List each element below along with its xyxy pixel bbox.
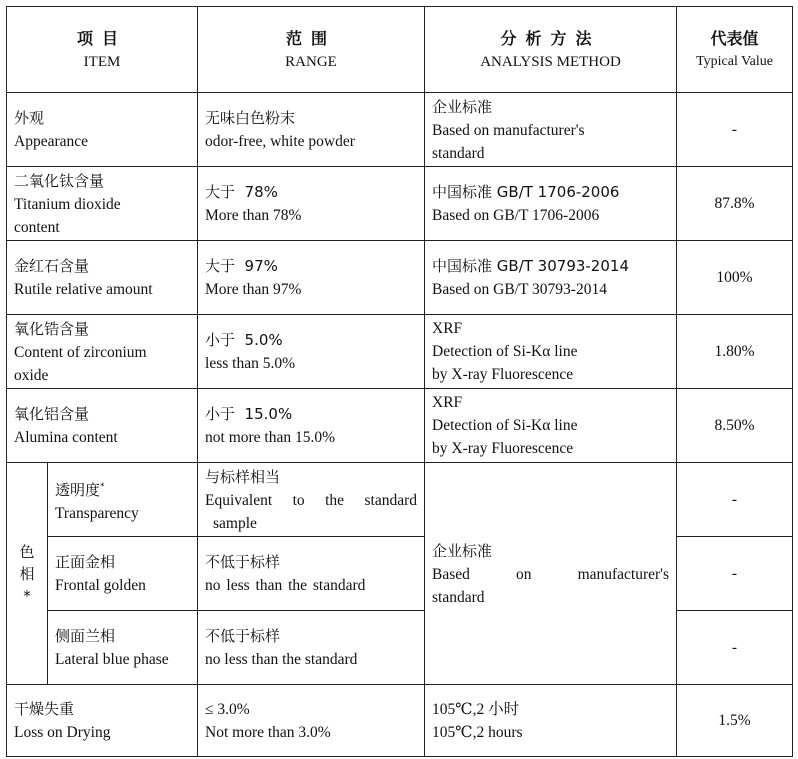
method-line-1: XRF	[432, 320, 463, 337]
method-cell	[425, 389, 677, 463]
method-line-3: by X-ray Fluorescence	[432, 440, 574, 457]
item-en: Loss on Drying	[14, 724, 111, 741]
specification-table	[6, 6, 793, 757]
table-row-titanium-dioxide	[7, 167, 793, 241]
method-cell	[425, 241, 677, 315]
item-cn: 干燥失重	[14, 700, 75, 718]
item-en: Appearance	[14, 133, 89, 150]
table-row-transparency	[7, 463, 793, 537]
typical-value: 87.8%	[677, 167, 793, 241]
header-item-cn: 项目	[77, 28, 128, 48]
range-en: no less than the standard	[205, 577, 366, 594]
item-cell	[48, 537, 198, 611]
item-en-line-2: content	[14, 218, 60, 236]
table-row-rutile	[7, 241, 793, 315]
range-cell	[198, 611, 425, 685]
range-cn: 无味白色粉末	[205, 109, 296, 127]
range-cn: 与标样相当	[205, 467, 281, 486]
range-en-line-2: sample	[213, 514, 257, 532]
item-cn: 氧化锆含量	[14, 319, 90, 338]
range-cn: 小于 5.0%	[205, 331, 283, 349]
item-en: Frontal golden	[55, 577, 146, 594]
range-en: less than 5.0%	[205, 355, 295, 372]
item-cn: 正面金相	[55, 553, 116, 571]
table-row-appearance	[7, 93, 793, 167]
method-line-1: 企业标准	[432, 541, 493, 560]
typical-value: 1.80%	[677, 315, 793, 389]
method-line-3: standard	[432, 588, 485, 606]
item-en: Rutile relative amount	[14, 281, 153, 298]
method-cell	[425, 685, 677, 757]
item-cell	[48, 463, 198, 537]
item-cell	[7, 167, 198, 241]
method-line-2: Detection of Si-Kα line	[432, 343, 578, 360]
range-cn: 不低于标样	[205, 627, 281, 645]
header-item-en: ITEM	[83, 53, 121, 70]
header-range-cell	[198, 7, 425, 93]
range-en: no less than the standard	[205, 651, 358, 668]
range-line-1: ≤ 3.0%	[205, 700, 250, 718]
range-cn: 小于 15.0%	[205, 405, 293, 423]
range-cell	[198, 241, 425, 315]
item-en-line-1: Titanium dioxide	[14, 195, 121, 213]
range-en: More than 97%	[205, 281, 302, 298]
item-cell	[7, 389, 198, 463]
method-line-2: Based on GB/T 1706-2006	[432, 207, 600, 224]
method-line-3: standard	[432, 144, 485, 162]
range-en: not more than 15.0%	[205, 429, 336, 446]
method-line-1: 中国标准 GB/T 1706-2006	[432, 183, 620, 201]
item-en: Lateral blue phase	[55, 651, 169, 668]
item-en-line-1: Content of zirconium	[14, 343, 147, 361]
method-cell	[425, 315, 677, 389]
item-cn: 氧化铝含量	[14, 405, 90, 423]
color-label-char-2: 相	[19, 564, 35, 583]
item-cn: 二氧化钛含量	[14, 171, 105, 190]
color-group-label	[7, 463, 48, 685]
method-line-2: Based on GB/T 30793-2014	[432, 281, 607, 298]
range-cell	[198, 93, 425, 167]
color-label-char-1: 色	[19, 542, 35, 561]
item-en: Transparency	[55, 504, 139, 522]
method-line-2: Based on manufacturer's	[432, 121, 585, 139]
method-line-1: 企业标准	[432, 97, 493, 116]
range-line-2: Not more than 3.0%	[205, 723, 331, 741]
method-cell	[425, 167, 677, 241]
range-en: odor-free, white powder	[205, 133, 355, 150]
method-line-3: by X-ray Fluorescence	[432, 366, 574, 383]
table-row-alumina	[7, 389, 793, 463]
header-method-cn: 分析方法	[500, 28, 601, 48]
range-cn: 大于 97%	[205, 257, 278, 275]
color-label-asterisk: *	[23, 586, 31, 605]
method-line-2: Based on manufacturer's	[432, 565, 670, 583]
header-method-cell	[425, 7, 677, 93]
typical-value: -	[677, 463, 793, 537]
typical-value: 1.5%	[677, 685, 793, 757]
typical-value: -	[677, 93, 793, 167]
method-line-2: Detection of Si-Kα line	[432, 417, 578, 434]
range-cn: 大于 78%	[205, 183, 278, 201]
item-en: Alumina content	[14, 429, 118, 446]
item-cn-text: 透明度	[55, 480, 101, 499]
table-row-loss-on-drying	[7, 685, 793, 757]
typical-value: -	[677, 537, 793, 611]
table-row-zirconium-oxide	[7, 315, 793, 389]
item-footnote-mark: *	[100, 481, 105, 492]
typical-value: 100%	[677, 241, 793, 315]
item-cn: 外观	[14, 109, 45, 127]
method-cell	[425, 93, 677, 167]
item-cn	[55, 475, 190, 502]
item-cn: 金红石含量	[14, 257, 90, 275]
range-cell	[198, 537, 425, 611]
header-range-cn: 范围	[286, 28, 337, 48]
range-cell	[198, 315, 425, 389]
header-row	[7, 7, 793, 93]
item-cn: 侧面兰相	[55, 627, 116, 645]
method-line-1: XRF	[432, 394, 463, 411]
method-line-1: 中国标准 GB/T 30793-2014	[432, 257, 629, 275]
method-line-1: 105℃,2 小时	[432, 700, 520, 718]
typical-value: 8.50%	[677, 389, 793, 463]
header-range-en: RANGE	[285, 53, 337, 70]
item-en-line-2: oxide	[14, 366, 49, 384]
header-typical-en: Typical Value	[696, 53, 773, 69]
header-typical-cn: 代表值	[710, 28, 759, 48]
typical-value: -	[677, 611, 793, 685]
range-en-line-1: Equivalent to the standard	[205, 491, 418, 509]
range-cell	[198, 463, 425, 537]
header-typical-cell	[677, 7, 793, 93]
range-en: More than 78%	[205, 207, 302, 224]
item-cell	[7, 93, 198, 167]
item-cell	[7, 315, 198, 389]
range-cn: 不低于标样	[205, 553, 281, 571]
range-cell	[198, 167, 425, 241]
item-cell	[48, 611, 198, 685]
header-method-en: ANALYSIS METHOD	[480, 53, 621, 70]
item-cell	[7, 685, 198, 757]
range-cell	[198, 389, 425, 463]
item-cell	[7, 241, 198, 315]
color-method-cell	[425, 463, 677, 685]
range-cell	[198, 685, 425, 757]
header-item-cell	[7, 7, 198, 93]
method-line-2: 105℃,2 hours	[432, 723, 523, 741]
